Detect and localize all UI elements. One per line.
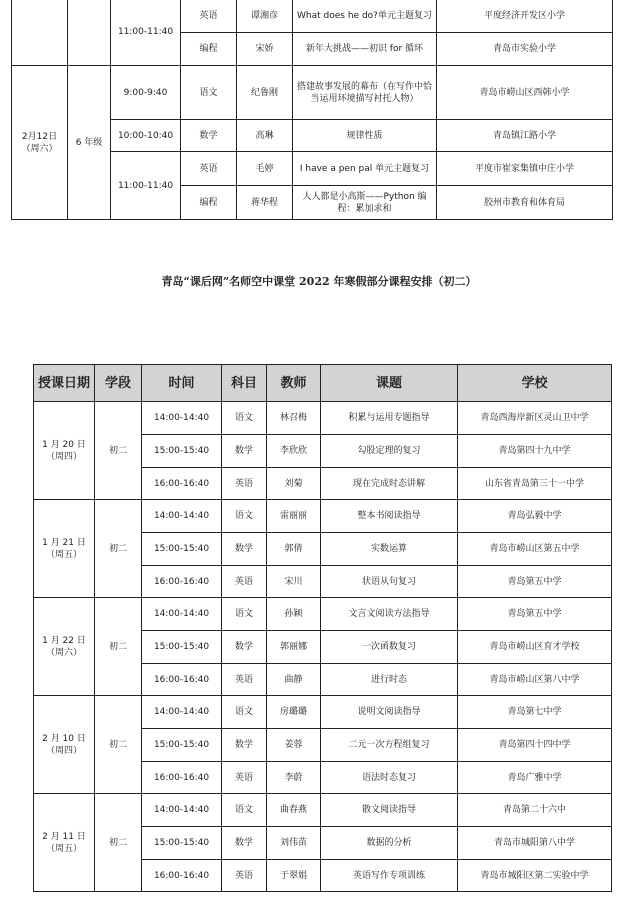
time-cell: 14:00-14:40 (142, 696, 222, 729)
weekday-text: （周四） (45, 451, 82, 462)
school-cell: 山东省青岛第三十一中学 (458, 468, 612, 500)
school-cell: 青岛市崂山区第八中学 (458, 664, 612, 696)
header-row (34, 365, 612, 402)
teacher-cell: 谭湘彦 (237, 0, 293, 33)
subject-cell: 数学 (222, 435, 267, 468)
teacher-cell: 刘伟苗 (267, 827, 321, 860)
teacher-cell: 李欣欣 (267, 435, 321, 468)
date-cell (34, 794, 95, 892)
empty-grade-cell (68, 0, 111, 66)
time-cell: 16:00-16:40 (142, 468, 222, 500)
topic-cell: 新年大挑战——初识 for 循环 (293, 33, 437, 66)
schedule-table (33, 364, 612, 892)
time-cell: 9:00-9:40 (111, 66, 181, 120)
school-cell: 青岛第五中学 (458, 598, 612, 631)
school-cell: 青岛广雅中学 (458, 762, 612, 794)
teacher-cell: 房璐璐 (267, 696, 321, 729)
teacher-cell: 郭倩 (267, 533, 321, 566)
time-cell: 14:00-14:40 (142, 500, 222, 533)
time-cell: 14:00-14:40 (142, 402, 222, 435)
school-cell: 青岛市崂山区育才学校 (458, 631, 612, 664)
time-cell: 16:00-16:40 (142, 566, 222, 598)
subject-cell: 语文 (222, 500, 267, 533)
subject-cell: 英语 (181, 152, 237, 186)
teacher-cell: 曲静 (267, 664, 321, 696)
school-cell: 青岛市崂山区第五中学 (458, 533, 612, 566)
date-cell (34, 696, 95, 794)
topic-cell: 英语写作专项训练 (321, 860, 458, 892)
topic-cell: 文言文阅读方法指导 (321, 598, 458, 631)
time-cell: 16:00-16:40 (142, 664, 222, 696)
stage-cell: 初二 (95, 794, 142, 892)
topic-cell: What does he do?单元主题复习 (293, 0, 437, 33)
teacher-cell: 宋娇 (237, 33, 293, 66)
weekday-text: （周六） (21, 143, 58, 154)
school-cell: 青岛市城阳区第二实验中学 (458, 860, 612, 892)
header-topic: 课题 (321, 365, 458, 402)
school-cell: 青岛第二十六中 (458, 794, 612, 827)
school-cell: 平度经济开发区小学 (437, 0, 613, 33)
teacher-cell: 宋川 (267, 566, 321, 598)
header-time: 时间 (142, 365, 222, 402)
subject-cell: 英语 (181, 0, 237, 33)
time-cell: 11:00-11:40 (111, 152, 181, 220)
school-cell: 平度市崔家集镇中庄小学 (437, 152, 613, 186)
subject-cell: 数学 (222, 827, 267, 860)
subject-cell: 英语 (222, 468, 267, 500)
topic-cell: 搭建故事发展的幕布（在写作中恰当运用环境描写衬托人物） (293, 66, 437, 120)
time-cell: 15:00-15:40 (142, 435, 222, 468)
topic-cell: I have a pen pal 单元主题复习 (293, 152, 437, 186)
topic-cell: 数据的分析 (321, 827, 458, 860)
time-cell: 11:00-11:40 (111, 0, 181, 66)
topic-cell: 积累与运用专题指导 (321, 402, 458, 435)
subject-cell: 数学 (222, 631, 267, 664)
empty-date-cell (12, 0, 68, 66)
topic-cell: 规律性质 (293, 120, 437, 152)
subject-cell: 英语 (222, 566, 267, 598)
subject-cell: 英语 (222, 664, 267, 696)
weekday-text: （周四） (45, 745, 82, 756)
stage-cell: 初二 (95, 696, 142, 794)
table-row (34, 500, 612, 533)
time-cell: 16:00-16:40 (142, 762, 222, 794)
time-cell: 15:00-15:40 (142, 729, 222, 762)
header-date: 授课日期 (34, 365, 95, 402)
subject-cell: 数学 (222, 729, 267, 762)
header-teacher: 教师 (267, 365, 321, 402)
stage-cell: 初二 (95, 598, 142, 696)
date-cell (34, 500, 95, 598)
date-cell (34, 402, 95, 500)
teacher-cell: 郭丽娜 (267, 631, 321, 664)
topic-cell: 状语从句复习 (321, 566, 458, 598)
school-cell: 青岛镇江路小学 (437, 120, 613, 152)
subject-cell: 编程 (181, 33, 237, 66)
teacher-cell: 刘菊 (267, 468, 321, 500)
subject-cell: 语文 (222, 402, 267, 435)
date-text: 2 月 10 日 (42, 733, 86, 744)
date-text: 2 月 11 日 (42, 831, 86, 842)
stage-cell: 初二 (95, 500, 142, 598)
school-cell: 青岛市城阳第八中学 (458, 827, 612, 860)
topic-cell: 现在完成时态讲解 (321, 468, 458, 500)
teacher-cell: 蒋华程 (237, 186, 293, 220)
table-row (34, 696, 612, 729)
page-title: 青岛“课后网”名师空中课堂 2022 年寒假部分课程安排（初二） (161, 275, 477, 288)
time-cell: 14:00-14:40 (142, 794, 222, 827)
topic-cell: 人人都是小高斯——Python 编程：累加求和 (293, 186, 437, 220)
date-text: 2月12日 (21, 131, 58, 142)
school-cell: 青岛弘毅中学 (458, 500, 612, 533)
time-cell: 15:00-15:40 (142, 631, 222, 664)
topic-cell: 二元一次方程组复习 (321, 729, 458, 762)
teacher-cell: 李蔚 (267, 762, 321, 794)
table-row (34, 598, 612, 631)
topic-cell: 一次函数复习 (321, 631, 458, 664)
subject-cell: 语文 (222, 598, 267, 631)
time-cell: 14:00-14:40 (142, 598, 222, 631)
teacher-cell: 于翠娟 (267, 860, 321, 892)
stage-cell: 初二 (95, 402, 142, 500)
header-stage: 学段 (95, 365, 142, 402)
subject-cell: 语文 (222, 794, 267, 827)
topic-cell: 整本书阅读指导 (321, 500, 458, 533)
topic-cell: 语法时态复习 (321, 762, 458, 794)
school-cell: 青岛第五中学 (458, 566, 612, 598)
school-cell: 青岛第七中学 (458, 696, 612, 729)
date-cell (12, 66, 68, 220)
subject-cell: 数学 (222, 533, 267, 566)
header-school: 学校 (458, 365, 612, 402)
subject-cell: 编程 (181, 186, 237, 220)
teacher-cell: 高琳 (237, 120, 293, 152)
teacher-cell: 雷丽丽 (267, 500, 321, 533)
date-text: 1 月 20 日 (42, 439, 86, 450)
header-subject: 科目 (222, 365, 267, 402)
time-cell: 10:00-10:40 (111, 120, 181, 152)
date-text: 1 月 22 日 (42, 635, 86, 646)
school-cell: 青岛西海岸新区灵山卫中学 (458, 402, 612, 435)
schedule-body (34, 402, 612, 892)
topic-cell: 勾股定理的复习 (321, 435, 458, 468)
topic-cell: 进行时态 (321, 664, 458, 696)
school-cell: 青岛市实验小学 (437, 33, 613, 66)
weekday-text: （周五） (45, 843, 82, 854)
school-cell: 青岛第四十九中学 (458, 435, 612, 468)
date-cell (34, 598, 95, 696)
subject-cell: 语文 (181, 66, 237, 120)
grade-cell: 6 年级 (68, 66, 111, 220)
time-cell: 15:00-15:40 (142, 533, 222, 566)
school-cell: 青岛市崂山区西韩小学 (437, 66, 613, 120)
teacher-cell: 纪鲁刚 (237, 66, 293, 120)
topic-cell: 说明文阅读指导 (321, 696, 458, 729)
date-text: 1 月 21 日 (42, 537, 86, 548)
table-row (12, 0, 613, 33)
previous-schedule-table (11, 0, 613, 220)
teacher-cell: 曲春燕 (267, 794, 321, 827)
school-cell: 青岛第四十四中学 (458, 729, 612, 762)
time-cell: 15:00-15:40 (142, 827, 222, 860)
topic-cell: 散文阅读指导 (321, 794, 458, 827)
school-cell: 胶州市教育和体育局 (437, 186, 613, 220)
topic-cell: 实数运算 (321, 533, 458, 566)
time-cell: 16:00-16:40 (142, 860, 222, 892)
teacher-cell: 孙颖 (267, 598, 321, 631)
subject-cell: 数学 (181, 120, 237, 152)
subject-cell: 英语 (222, 762, 267, 794)
teacher-cell: 毛婷 (237, 152, 293, 186)
weekday-text: （周六） (45, 647, 82, 658)
teacher-cell: 林召梅 (267, 402, 321, 435)
subject-cell: 英语 (222, 860, 267, 892)
table-row (12, 66, 613, 120)
subject-cell: 语文 (222, 696, 267, 729)
table-row (34, 402, 612, 435)
weekday-text: （周五） (45, 549, 82, 560)
teacher-cell: 姜蓉 (267, 729, 321, 762)
table-row (34, 794, 612, 827)
